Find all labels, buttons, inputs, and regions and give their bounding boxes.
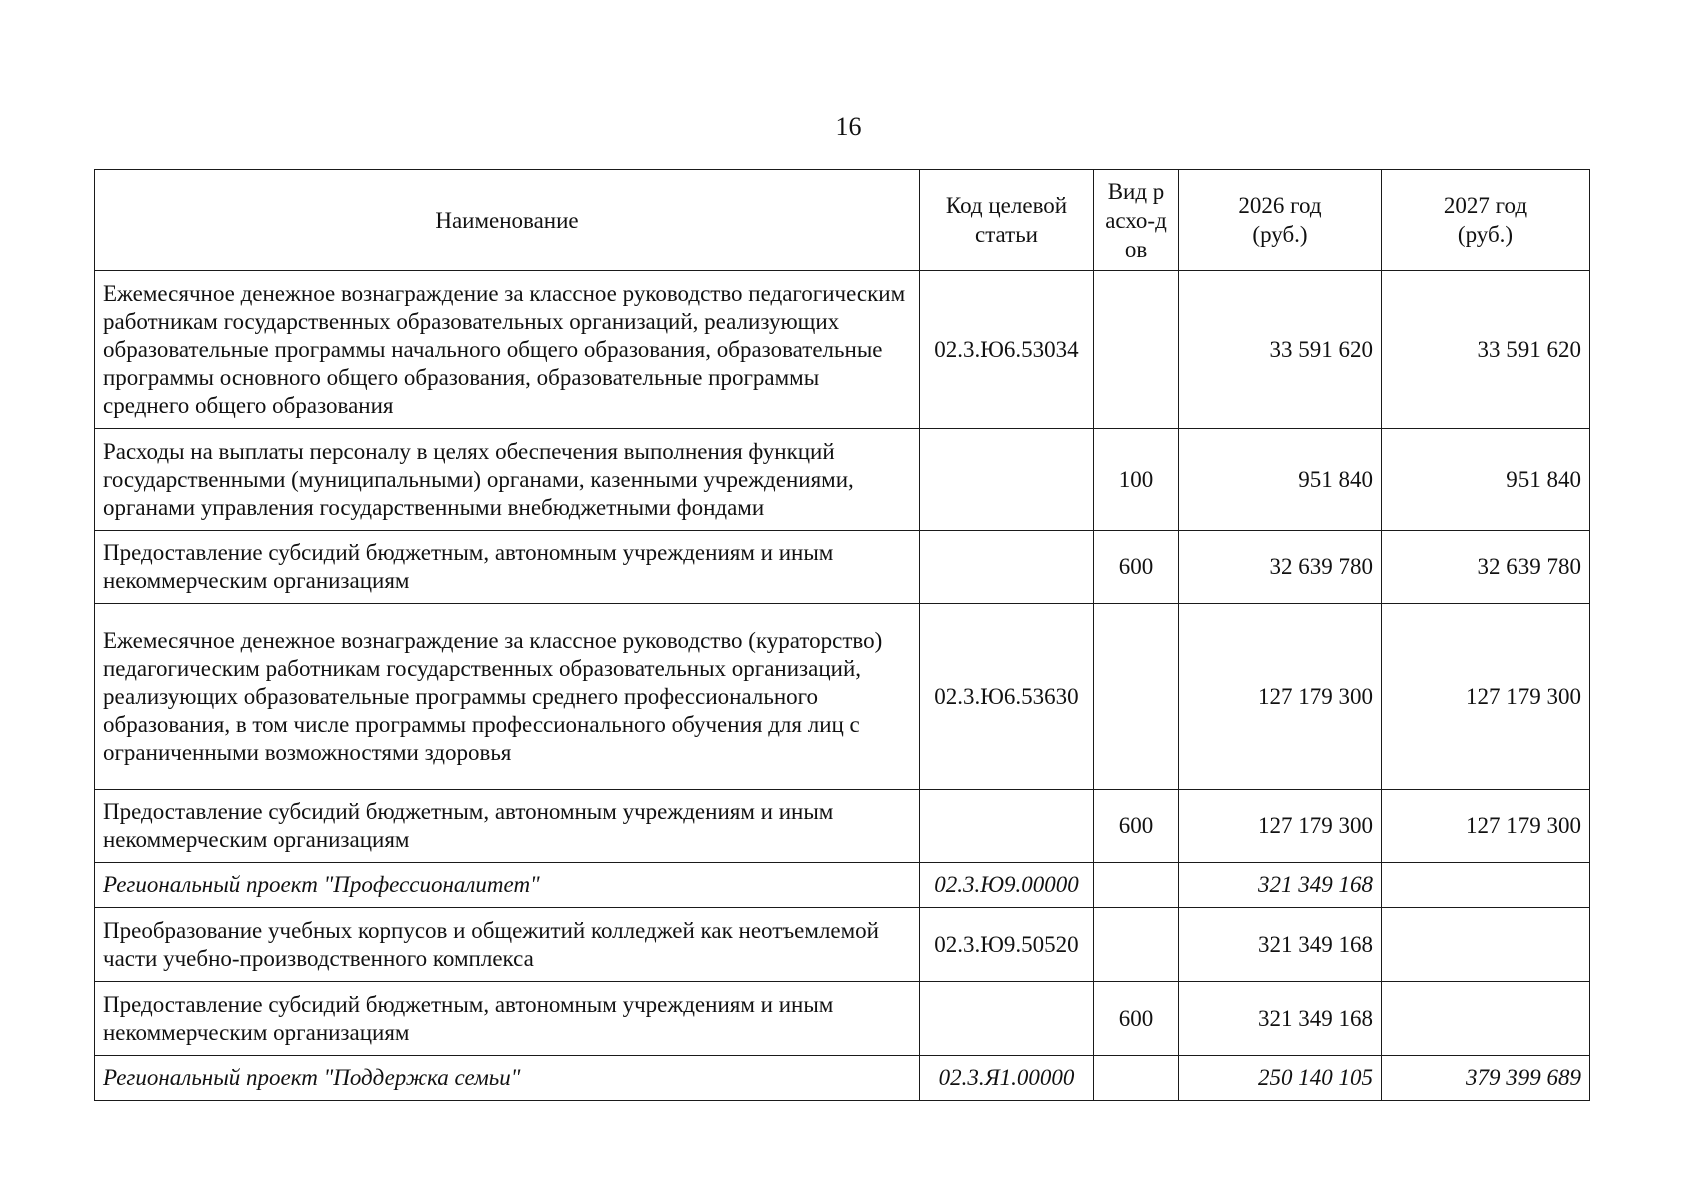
table-row-project (95, 1056, 1590, 1101)
table-row (95, 604, 1590, 790)
row-2026: 250 140 105 (1179, 1056, 1382, 1101)
row-2027: 127 179 300 (1382, 790, 1590, 863)
row-name: Региональный проект "Поддержка семьи" (95, 1056, 920, 1101)
table-row (95, 429, 1590, 531)
row-2026: 321 349 168 (1179, 908, 1382, 982)
header-2027-text: 2027 год (руб.) (1443, 193, 1528, 247)
row-kind (1094, 908, 1179, 982)
table-header-row (95, 170, 1590, 271)
page-number: 16 (835, 112, 862, 141)
row-name: Предоставление субсидий бюджетным, автономным учреждениям и иным некоммерческим организациям (95, 790, 920, 863)
row-2026: 32 639 780 (1179, 531, 1382, 604)
row-2026: 127 179 300 (1179, 790, 1382, 863)
header-code-text: Код целевой статьи (945, 193, 1068, 247)
table-row (95, 531, 1590, 604)
row-code (920, 982, 1094, 1056)
row-kind: 600 (1094, 982, 1179, 1056)
row-kind: 600 (1094, 790, 1179, 863)
row-code (920, 429, 1094, 531)
table-row (95, 271, 1590, 429)
row-code: 02.3.Ю6.53034 (920, 271, 1094, 429)
row-2027 (1382, 908, 1590, 982)
row-kind (1094, 604, 1179, 790)
header-kind-text: Вид расхо-дов (1105, 178, 1167, 262)
budget-table (94, 169, 1590, 1101)
row-2027: 951 840 (1382, 429, 1590, 531)
header-name: Наименование (95, 170, 920, 271)
header-kind (1094, 170, 1179, 271)
row-2027: 33 591 620 (1382, 271, 1590, 429)
row-kind (1094, 1056, 1179, 1101)
row-2026: 321 349 168 (1179, 982, 1382, 1056)
header-code (920, 170, 1094, 271)
row-code: 02.3.Я1.00000 (920, 1056, 1094, 1101)
row-kind (1094, 271, 1179, 429)
row-2026: 127 179 300 (1179, 604, 1382, 790)
row-2026: 33 591 620 (1179, 271, 1382, 429)
row-name: Ежемесячное денежное вознаграждение за классное руководство (кураторство) педагогическим работникам государственных образовательных организаций, реализующих образовательные программы среднего профессионального образования, в том числе программы профессионального обучения для лиц с ограниченными возможностями здоровья (95, 604, 920, 790)
row-name: Предоставление субсидий бюджетным, автономным учреждениям и иным некоммерческим организациям (95, 531, 920, 604)
table-row-project (95, 863, 1590, 908)
row-2027: 127 179 300 (1382, 604, 1590, 790)
row-code: 02.3.Ю9.00000 (920, 863, 1094, 908)
row-code: 02.3.Ю9.50520 (920, 908, 1094, 982)
row-name: Региональный проект "Профессионалитет" (95, 863, 920, 908)
row-2027 (1382, 863, 1590, 908)
header-2027 (1382, 170, 1590, 271)
row-code: 02.3.Ю6.53630 (920, 604, 1094, 790)
row-2026: 321 349 168 (1179, 863, 1382, 908)
row-kind: 100 (1094, 429, 1179, 531)
row-name: Расходы на выплаты персоналу в целях обеспечения выполнения функций государственными (муниципальными) органами, казенными учреждениями, органами управления государственными внебюджетными фондами (95, 429, 920, 531)
row-name: Предоставление субсидий бюджетным, автономным учреждениям и иным некоммерческим организациям (95, 982, 920, 1056)
row-name: Ежемесячное денежное вознаграждение за классное руководство педагогическим работникам государственных образовательных организаций, реализующих образовательные программы начального общего образования, образовательные программы основного общего образования, образовательные программы среднего общего образования (95, 271, 920, 429)
table-row (95, 982, 1590, 1056)
table-row (95, 908, 1590, 982)
row-2027: 32 639 780 (1382, 531, 1590, 604)
row-code (920, 790, 1094, 863)
row-2027 (1382, 982, 1590, 1056)
row-name: Преобразование учебных корпусов и общежитий колледжей как неотъемлемой части учебно-производственного комплекса (95, 908, 920, 982)
row-2027: 379 399 689 (1382, 1056, 1590, 1101)
row-kind (1094, 863, 1179, 908)
header-2026 (1179, 170, 1382, 271)
table-row (95, 790, 1590, 863)
row-code (920, 531, 1094, 604)
header-2026-text: 2026 год (руб.) (1238, 193, 1322, 247)
row-kind: 600 (1094, 531, 1179, 604)
row-2026: 951 840 (1179, 429, 1382, 531)
